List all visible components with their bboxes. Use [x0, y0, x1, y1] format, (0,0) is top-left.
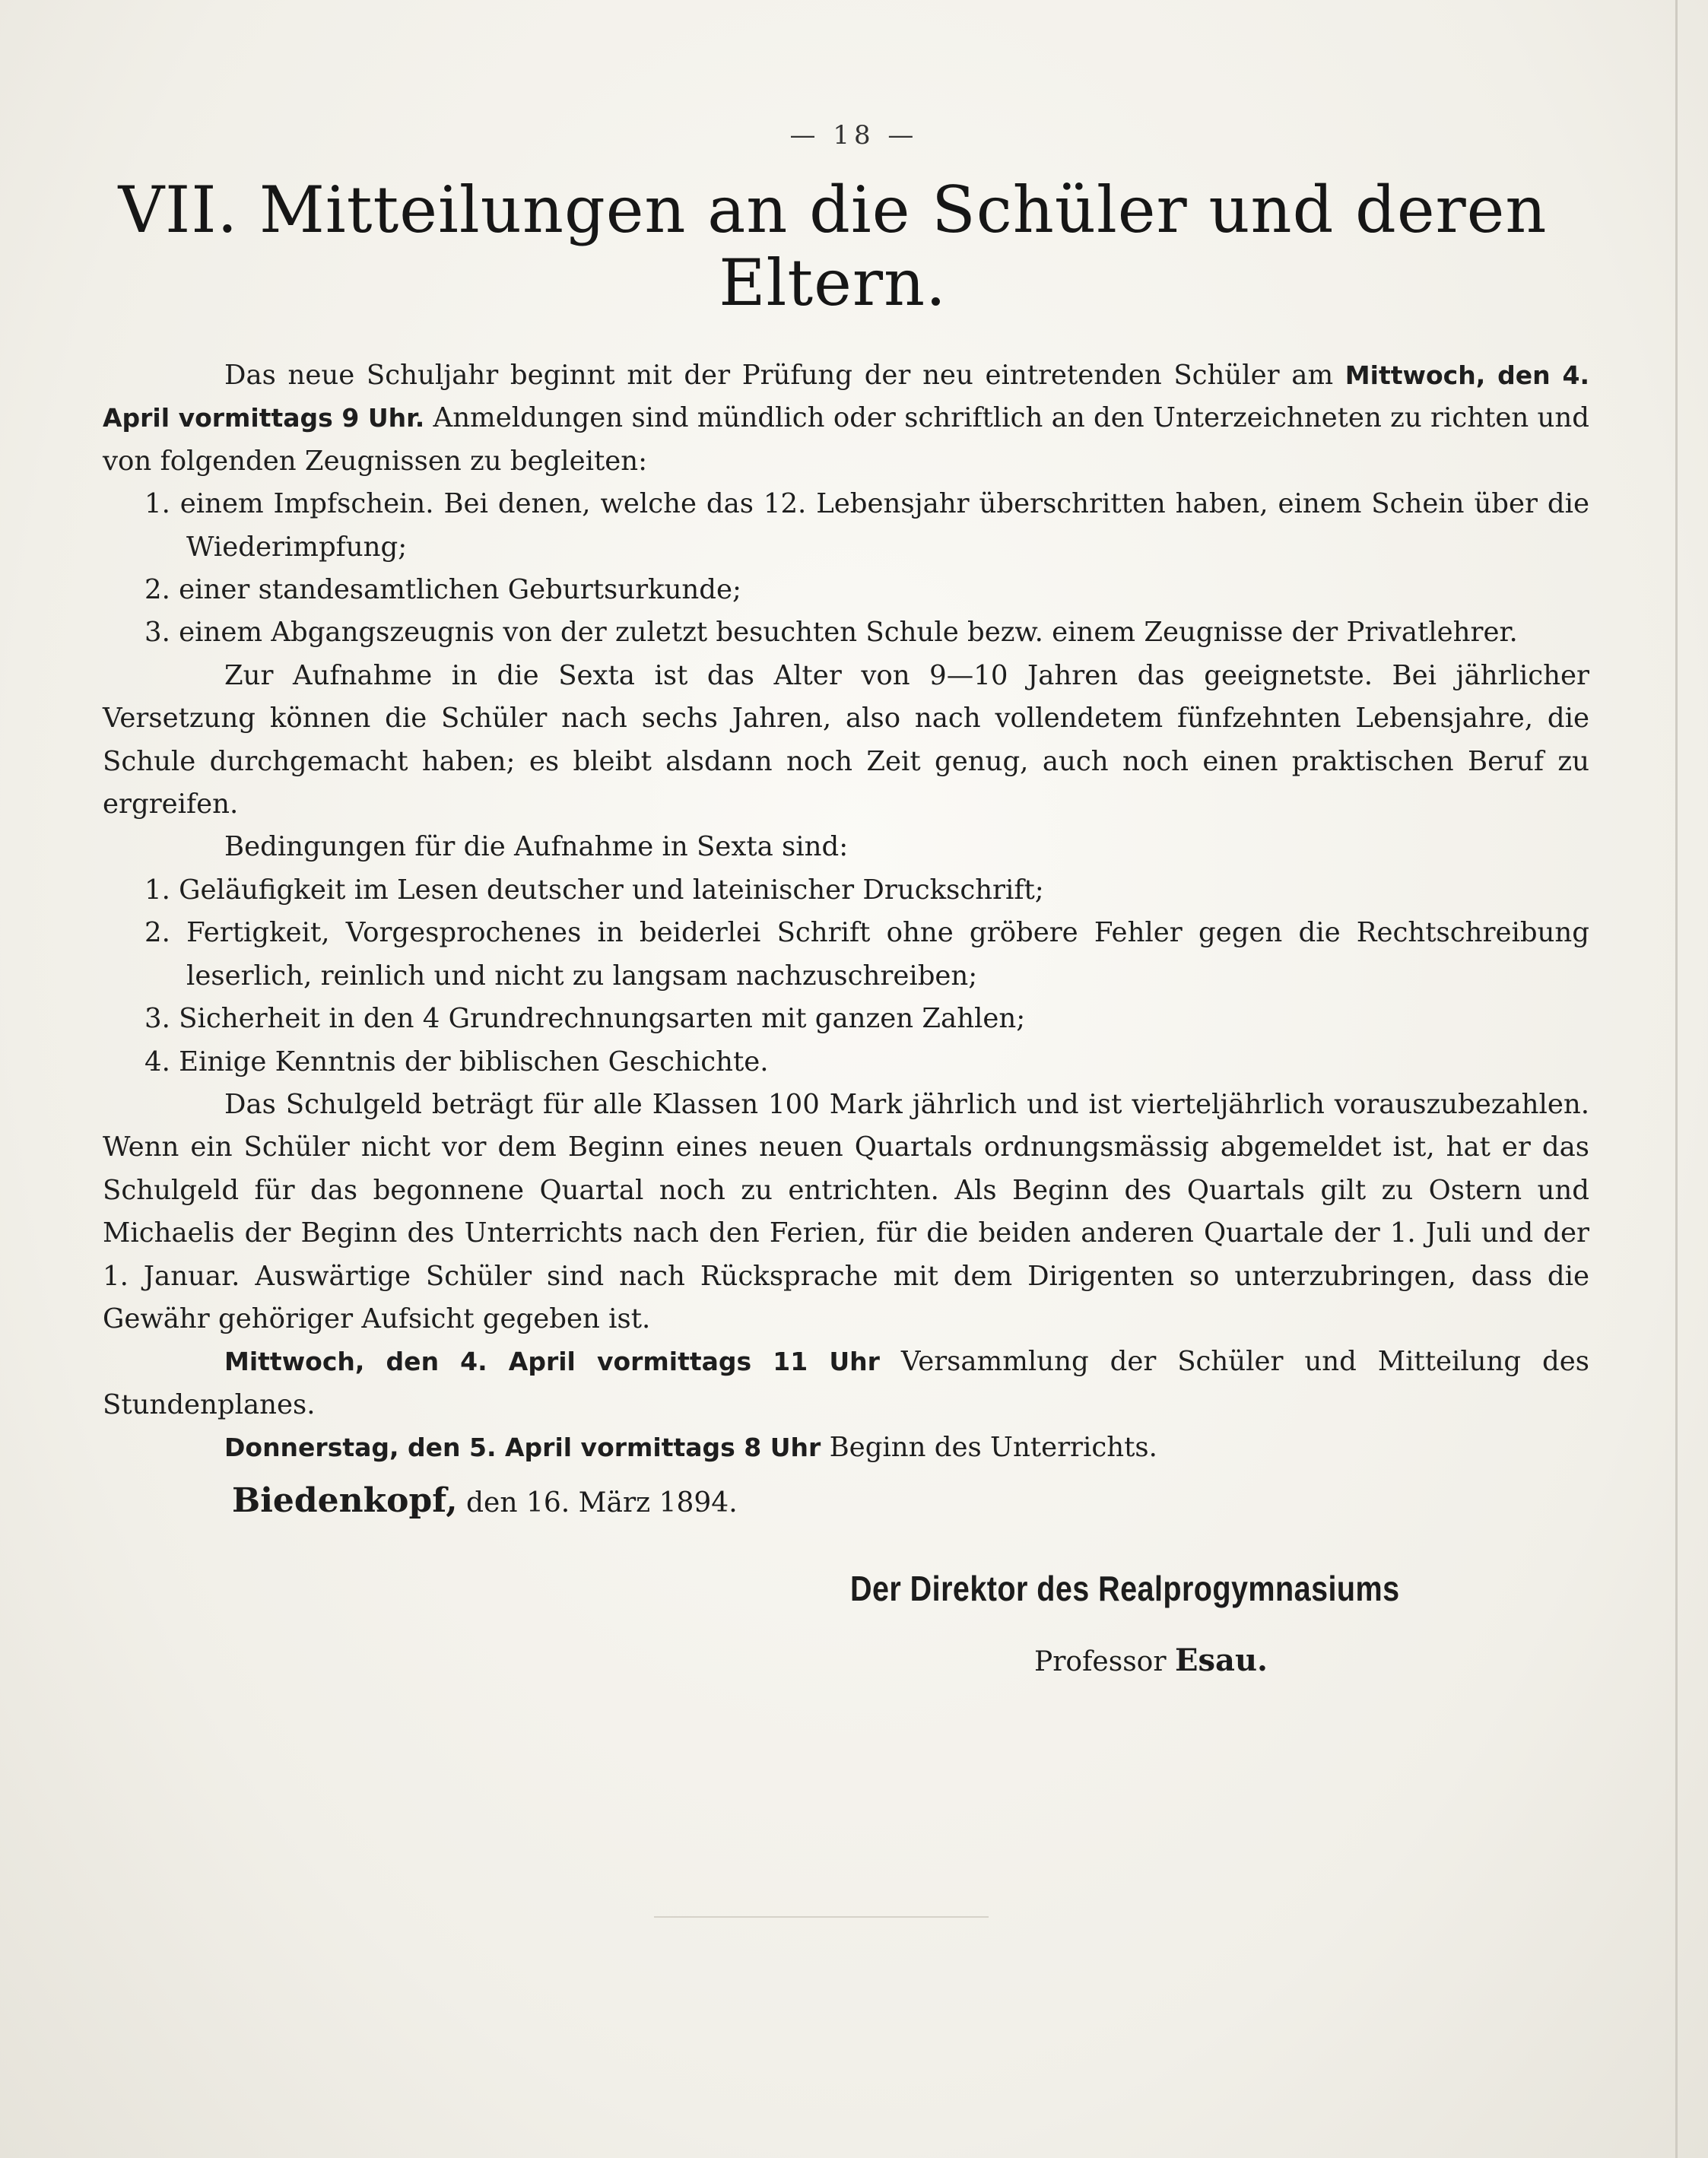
signature-title: Professor [1034, 1646, 1176, 1677]
conditions-intro: Bedingungen für die Aufnahme in Sexta sind: [224, 831, 849, 863]
intro-text-post: Anmeldungen sind mündlich oder schriftlich an den Unterzeichneten zu richten und von folgenden Zeugnissen zu begleiten: [103, 402, 1589, 477]
signature-office: Der Direktor des Realprogymnasiums [850, 1569, 1400, 1608]
assembly-date: Mittwoch, den 4. April vormittags 11 Uhr [224, 1347, 880, 1377]
intro-paragraph [103, 354, 1589, 483]
assembly-text: Versammlung der Schüler und Mitteilung des Stundenplanes. [103, 1346, 1589, 1420]
classes-text: Beginn des Unterrichts. [821, 1432, 1157, 1464]
intro-text-pre: Das neue Schuljahr beginnt mit der Prüfung der neu eintretenden Schüler am [224, 360, 1345, 391]
place-city: Biedenkopf, [232, 1481, 458, 1520]
document-item-3: 3. einem Abgangszeugnis von der zuletzt besuchten Schule bezw. einem Zeugnisse der Privatlehrer. [144, 617, 1518, 649]
document-item-2: 2. einer standesamtlichen Geburtsurkunde; [144, 574, 741, 606]
decorative-rule [654, 1916, 989, 1918]
place-date: den 16. März 1894. [457, 1487, 738, 1519]
page-edge [1675, 0, 1678, 2158]
condition-item-2: 2. Fertigkeit, Vorgesprochenes in beiderlei Schrift ohne gröbere Fehler gegen die Rechtschreibung leserlich, reinlich und nicht zu langsam nachzuschreiben; [144, 917, 1589, 992]
page-number: — 18 — [789, 120, 919, 151]
classes-paragraph [103, 1427, 1589, 1469]
age-paragraph: Zur Aufnahme in die Sexta ist das Alter von 9—10 Jahren das geeignetste. Bei jährlicher Versetzung können die Schüler nach sechs Jahren, also nach vollendetem fünfzehnten Lebensjahre, die Schule durchgemacht haben; es bleibt alsdann noch Zeit genug, auch noch einen praktischen Beruf zu ergreifen. [103, 659, 1589, 820]
assembly-paragraph [103, 1341, 1589, 1427]
document-item-1: 1. einem Impfschein. Bei denen, welche das 12. Lebensjahr überschritten haben, einem Schein über die Wiederimpfung; [144, 488, 1589, 563]
place-date-line [232, 1481, 738, 1520]
condition-item-1: 1. Geläufigkeit im Lesen deutscher und lateinischer Druckschrift; [144, 874, 1044, 906]
condition-item-3: 3. Sicherheit in den 4 Grundrechnungsarten mit ganzen Zahlen; [144, 1003, 1026, 1035]
classes-date: Donnerstag, den 5. April vormittags 8 Uhr [224, 1433, 821, 1463]
signature-name-line [1034, 1642, 1268, 1678]
document-body [103, 354, 1589, 1470]
fees-paragraph: Das Schulgeld beträgt für alle Klassen 100 Mark jährlich und ist vierteljährlich vorauszubezahlen. Wenn ein Schüler nicht vor dem Beginn eines neuen Quartals ordnungsmässig abgemeldet ist, hat er das Schulgeld für das begonnene Quartal noch zu entrichten. Als Beginn des Quartals gilt zu Ostern und Michaelis der Beginn des Unterrichts nach den Ferien, für die beiden anderen Quartale der 1. Juli und der 1. Januar. Auswärtige Schüler sind nach Rücksprache mit dem Dirigenten so unterzubringen, dass die Gewähr gehöriger Aufsicht gegeben ist. [103, 1088, 1589, 1334]
section-heading: VII. Mitteilungen an die Schüler und deren Eltern. [118, 173, 1548, 320]
exam-date: Mittwoch, den 4. April vormittags 9 Uhr. [103, 360, 1589, 433]
signature-name: Esau. [1175, 1642, 1268, 1678]
condition-item-4: 4. Einige Kenntnis der biblischen Geschichte. [144, 1046, 769, 1077]
